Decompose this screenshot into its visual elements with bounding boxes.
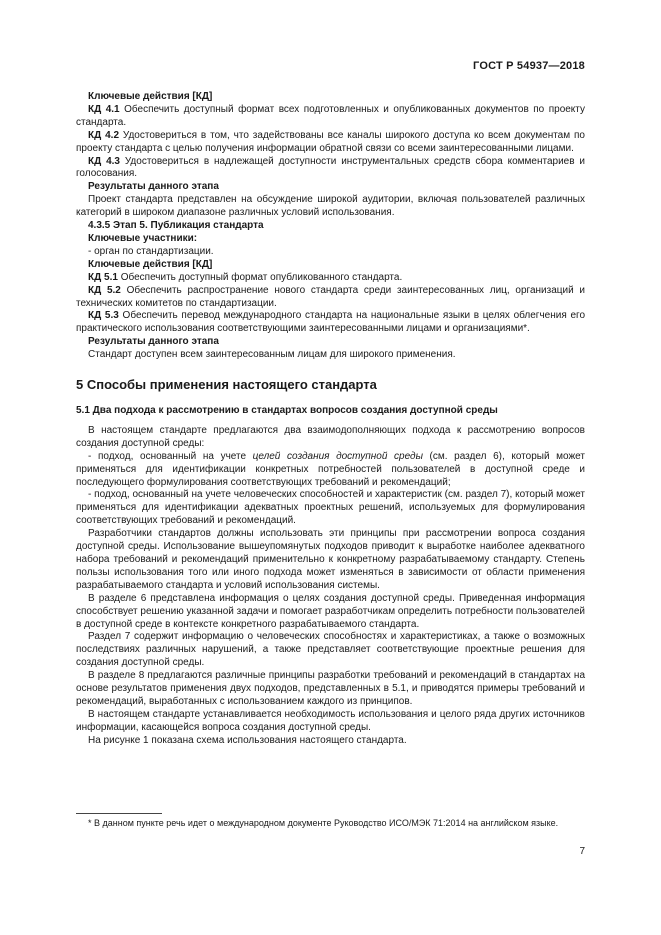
footnote: * В данном пункте речь идет о международном документе Руководство ИСО/МЭК 71:2014 на английском языке. xyxy=(88,818,559,828)
action-item xyxy=(76,156,585,182)
paragraph: В разделе 6 представлена информация о целях создания доступной среды. Приведенная информация способствует решению указанной задачи и помогает разработчикам определить потребности пользователей в доступной среде в контексте конкретного разрабатываемого стандарта. xyxy=(76,592,585,630)
footnote-divider xyxy=(76,813,162,814)
action-text: Обеспечить доступный формат опубликованного стандарта. xyxy=(117,271,403,283)
page-body xyxy=(76,91,585,748)
page-number: 7 xyxy=(579,846,585,857)
paragraph: Разработчики стандартов должны использовать эти принципы при рассмотрении вопроса создания доступной среды. Использование вышеупомянутых подходов приводит к выработке наиболее адекватного набора требований и рекомендаций применительно к конкретному разрабатываемому стандарту. Степень пользы использования того или иного подхода может изменяться в зависимости от области применения разрабатываемого стандарта и условий использования системы. xyxy=(76,528,585,591)
action-label: КД 4.2 xyxy=(88,129,120,141)
results-text: Стандарт доступен всем заинтересованным лицам для широкого применения. xyxy=(88,349,456,361)
action-text: Удостовериться в том, что задействованы все каналы широкого доступа ко всем документам по проекту стандарта с целью получения информации обратной связи со всеми заинтересованными лицами. xyxy=(76,129,585,154)
results-heading: Результаты данного этапа xyxy=(88,336,219,348)
action-item xyxy=(76,130,585,156)
document-code: ГОСТ Р 54937—2018 xyxy=(473,60,585,72)
subsection-title: 5.1 Два подхода к рассмотрению в стандартах вопросов создания доступной среды xyxy=(76,405,498,417)
action-item xyxy=(76,104,585,130)
paragraph: Раздел 7 содержит информацию о человеческих способностях и характеристиках, а также о возможных последствиях различных нарушений, а также представляет соответствующие проектные решения для создания доступной среды. xyxy=(76,631,585,669)
action-text: Обеспечить перевод международного стандарта на национальные языки в целях облегчения его практического использования соответствующими заинтересованными лицами и организациями*. xyxy=(76,310,585,335)
paragraph: В настоящем стандарте устанавливается необходимость использования и целого ряда других источников информации, касающейся вопроса создания доступной среды. xyxy=(76,708,585,733)
paragraph: На рисунке 1 показана схема использования настоящего стандарта. xyxy=(88,734,407,746)
paragraph: В настоящем стандарте предлагаются два взаимодополняющих подхода к рассмотрению вопросов создания доступной среды: xyxy=(76,424,585,449)
action-label: КД 5.3 xyxy=(88,310,119,322)
results-text: Проект стандарта представлен на обсуждение широкой аудитории, включая пользователей различных категорий в широком диапазоне различных условий использования. xyxy=(76,194,585,219)
action-text: Обеспечить распространение нового стандарта среди заинтересованных лиц, организаций и технических комитетов по стандартизации. xyxy=(76,284,585,309)
action-label: КД 4.3 xyxy=(88,155,120,167)
results-heading: Результаты данного этапа xyxy=(88,181,219,193)
action-text: Обеспечить доступный формат всех подготовленных и опубликованных документов по проекту стандарта. xyxy=(76,103,585,128)
action-text: Удостовериться в надлежащей доступности инструментальных средств сбора комментариев и голосования. xyxy=(76,155,585,180)
action-label: КД 5.1 xyxy=(88,271,118,283)
action-item xyxy=(76,285,585,311)
action-item xyxy=(76,310,585,336)
section-title: 5 Способы применения настоящего стандарта xyxy=(76,377,377,393)
bullet-item: - подход, основанный на учете целей создания доступной среды (см. раздел 6), который может применяться для идентификации конкретных потребностей пользователей в доступной среде и последующего формулирования соответствующих требований и рекомендаций; xyxy=(76,450,585,488)
action-item xyxy=(76,272,585,285)
action-label: КД 5.2 xyxy=(88,284,121,296)
participants-heading: Ключевые участники: xyxy=(88,232,198,244)
bullet-item: - подход, основанный на учете человеческих способностей и характеристик (см. раздел 7), который может применяться для идентификации адекватных проектных решений, используемых для формулирования соответствующих требований и рекомендаций. xyxy=(76,489,585,527)
key-actions-heading: Ключевые действия [КД] xyxy=(88,258,213,270)
emphasis-text: целей создания доступной среды xyxy=(252,450,423,462)
participants-text: - орган по стандартизации. xyxy=(88,245,214,257)
stage-heading: 4.3.5 Этап 5. Публикация стандарта xyxy=(88,220,264,232)
key-actions-heading: Ключевые действия [КД] xyxy=(88,91,213,102)
paragraph: В разделе 8 предлагаются различные принципы разработки требований и рекомендаций в стандартах на основе результатов применения двух подходов, представленных в 5.1, и приводятся примеры требований и рекомендаций, выработанных с использованием каждого из принципов. xyxy=(76,670,585,707)
action-label: КД 4.1 xyxy=(88,103,120,115)
